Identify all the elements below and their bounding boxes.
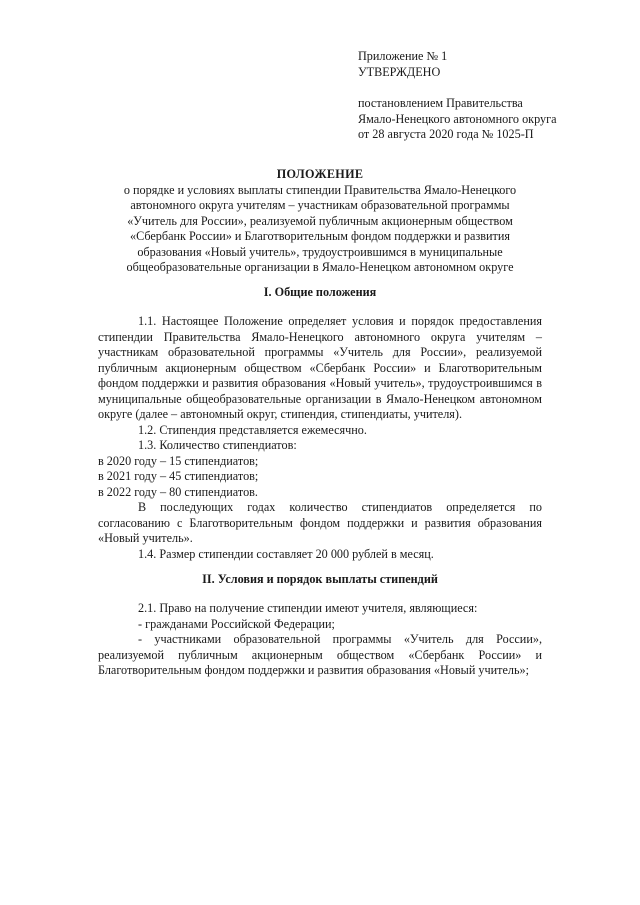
approval-by-line: постановлением Правительства <box>358 96 523 110</box>
document-heading: ПОЛОЖЕНИЕ <box>276 167 364 181</box>
paragraph-1-4: 1.4. Размер стипендии составляет 20 000 рублей в месяц. <box>138 546 434 561</box>
approval-date-line: от 28 августа 2020 года № 1025-П <box>358 127 534 141</box>
title-line: общеобразовательные организации в Ямало-Ненецком автономном округе <box>126 260 514 274</box>
paragraph-2-1: 2.1. Право на получение стипендии имеют учителя, являющиеся: <box>138 601 478 615</box>
bullet-program-participant: - участниками образовательной программы «Учитель для России», реализуемой публичным акционерным обществом «Сбербанк России» и Благотворительным фондом поддержки и развития образования «Новый учитель»; <box>98 632 542 677</box>
bullet-citizenship: - гражданами Российской Федерации; <box>138 616 335 631</box>
title-line: автономного округа учителям – участникам образовательной программы <box>130 198 510 212</box>
section-1-title: I. Общие положения <box>263 285 377 299</box>
title-line: «Учитель для России», реализуемой публичным акционерным обществом <box>127 213 513 228</box>
document-title-block <box>98 167 542 276</box>
approval-stamp-block <box>358 49 557 143</box>
list-item-2020: в 2020 году – 15 стипендиатов; <box>98 453 259 468</box>
section-2-body <box>98 601 542 679</box>
section-2-title: II. Условия и порядок выплаты стипендий <box>202 572 438 586</box>
paragraph-1-1: 1.1. Настоящее Положение определяет условия и порядок предоставления стипендии Правительства Ямало-Ненецкого автономного округа учителям – участникам образовательной программы «Учитель для России», реализуемой публичным акционерным обществом «Сбербанк России» и Благотворительным фондом поддержки и развития образования «Новый учитель», трудоустроившимся в муниципальные общеобразовательные организации в Ямало-Ненецком автономном округе (далее – автономный округ, стипендия, стипендиаты, учителя). <box>98 314 542 421</box>
appendix-number: Приложение № 1 <box>358 49 448 63</box>
title-line: о порядке и условиях выплаты стипендии Правительства Ямало-Ненецкого <box>123 182 517 197</box>
section-1-body <box>98 314 542 562</box>
paragraph-next-years: В последующих годах количество стипендиатов определяется по согласованию с Благотворительным фондом поддержки и развития образования «Новый учитель». <box>98 500 542 545</box>
paragraph-1-2: 1.2. Стипендия представляется ежемесячно. <box>138 422 367 437</box>
list-item-2021: в 2021 году – 45 стипендиатов; <box>98 469 259 483</box>
paragraph-1-3: 1.3. Количество стипендиатов: <box>138 438 297 452</box>
approved-label: УТВЕРЖДЕНО <box>358 64 441 79</box>
title-line: образования «Новый учитель», трудоустроившимся в муниципальные <box>137 244 503 259</box>
list-item-2022: в 2022 году – 80 стипендиатов. <box>98 484 258 499</box>
approval-authority-line: Ямало-Ненецкого автономного округа <box>358 111 557 126</box>
title-line: «Сбербанк России» и Благотворительным фондом поддержки и развития <box>129 229 510 243</box>
